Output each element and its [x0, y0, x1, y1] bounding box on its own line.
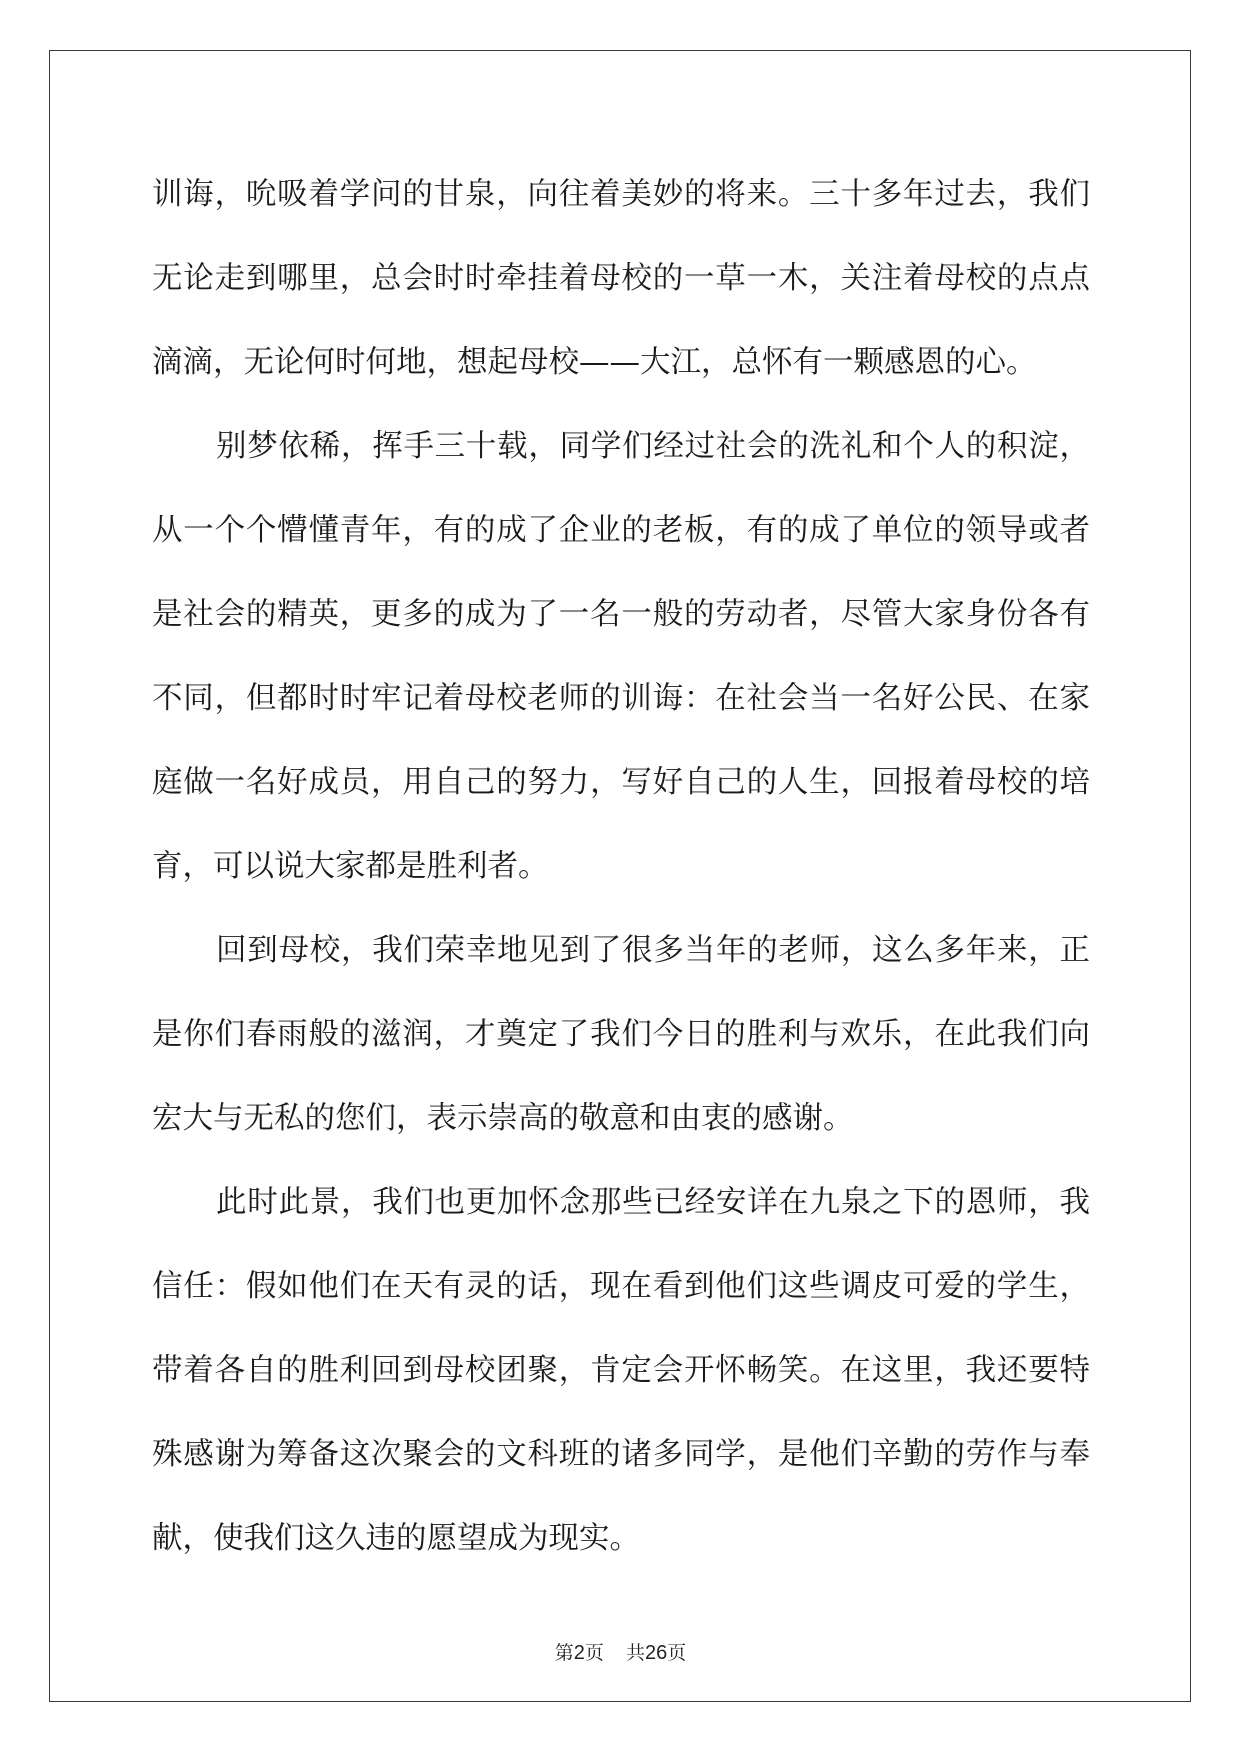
text-line: 是社会的精英，更多的成为了一名一般的劳动者，尽管大家身份各有 — [152, 597, 1090, 632]
page-number: 2 — [573, 1642, 585, 1664]
total-pages: 26 — [644, 1642, 668, 1664]
text-line: 无论走到哪里，总会时时牵挂着母校的一草一木，关注着母校的点点 — [152, 261, 1090, 296]
document-body — [152, 160, 1090, 1588]
text-line: 从一个个懵懂青年，有的成了企业的老板，有的成了单位的领导或者 — [152, 513, 1090, 548]
text-line: 育，可以说大家都是胜利者。 — [152, 849, 549, 884]
total-suffix: 页 — [667, 1642, 687, 1664]
text-line: 庭做一名好成员，用自己的努力，写好自己的人生，回报着母校的培 — [152, 765, 1090, 800]
total-prefix: 共 — [625, 1642, 645, 1664]
paragraph-first-line: 此时此景，我们也更加怀念那些已经安详在九泉之下的恩师，我 — [216, 1185, 1090, 1220]
text-line: 不同，但都时时牢记着母校老师的训诲：在社会当一名好公民、在家 — [152, 681, 1090, 716]
text-line: 献，使我们这久违的愿望成为现实。 — [152, 1521, 640, 1556]
text-line: 滴滴，无论何时何地，想起母校——大江，总怀有一颗感恩的心。 — [152, 345, 1037, 380]
text-line: 宏大与无私的您们，表示崇高的敬意和由衷的感谢。 — [152, 1101, 854, 1136]
text-line: 是你们春雨般的滋润，才奠定了我们今日的胜利与欢乐，在此我们向 — [152, 1017, 1090, 1052]
text-line: 带着各自的胜利回到母校团聚，肯定会开怀畅笑。在这里，我还要特 — [152, 1353, 1090, 1388]
text-line: 训诲，吮吸着学问的甘泉，向往着美妙的将来。三十多年过去，我们 — [152, 177, 1090, 212]
paragraph-first-line: 别梦依稀，挥手三十载，同学们经过社会的洗礼和个人的积淀， — [216, 429, 1090, 464]
page-footer — [0, 1638, 1241, 1665]
paragraph-first-line: 回到母校，我们荣幸地见到了很多当年的老师，这么多年来，正 — [216, 933, 1090, 968]
page-suffix: 页 — [584, 1642, 604, 1664]
text-line: 殊感谢为筹备这次聚会的文科班的诸多同学，是他们辛勤的劳作与奉 — [152, 1437, 1090, 1472]
text-line: 信任：假如他们在天有灵的话，现在看到他们这些调皮可爱的学生， — [152, 1269, 1090, 1304]
page-prefix: 第 — [554, 1642, 574, 1664]
